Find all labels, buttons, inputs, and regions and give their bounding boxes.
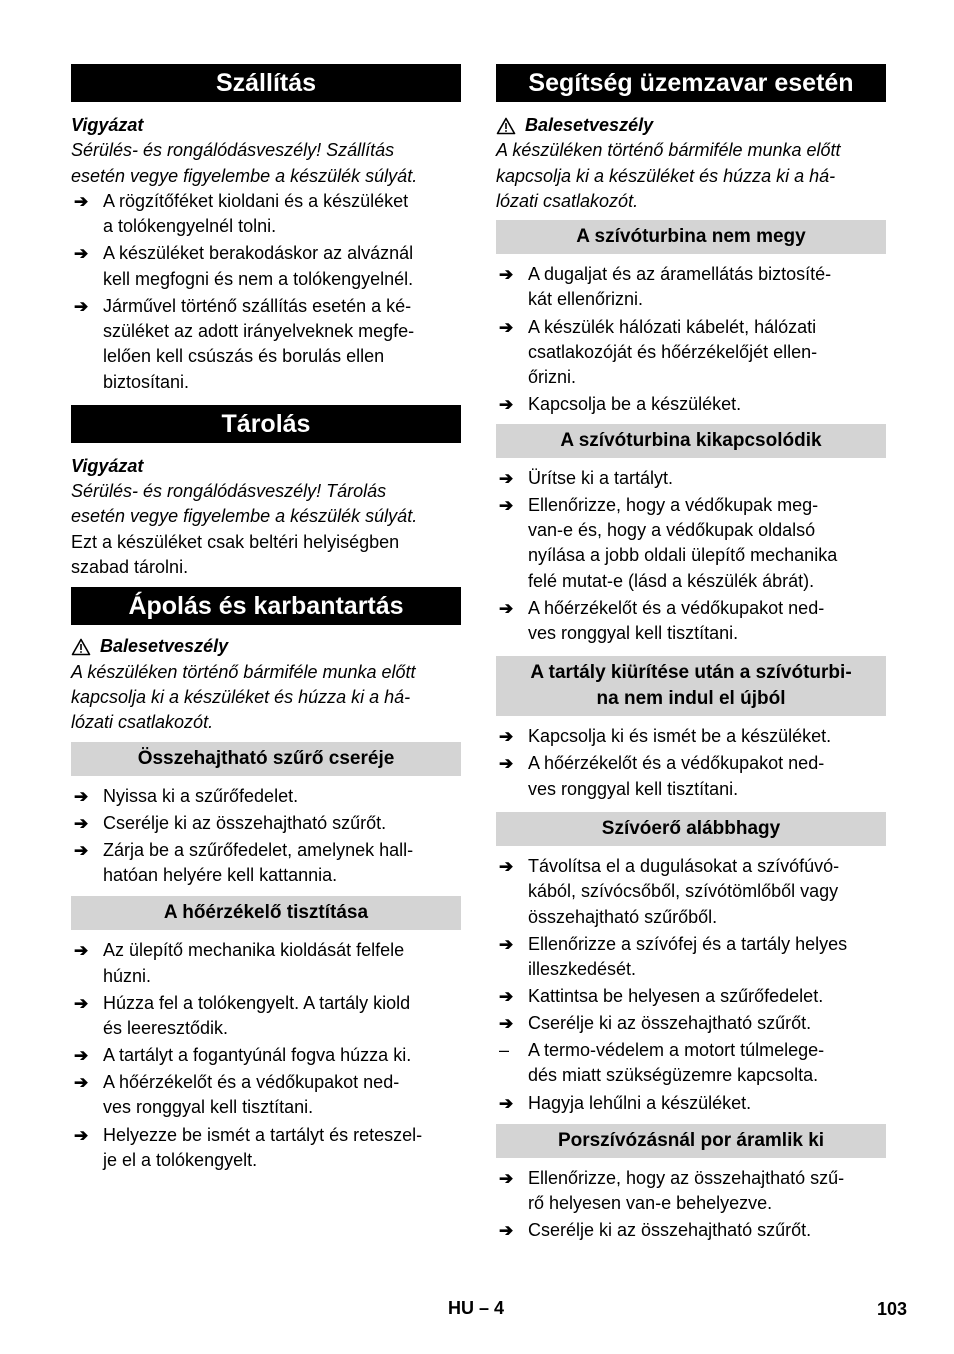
list-item: ➔ Járművel történő szállítás esetén a ké- szüléket az adott irányelveknek megfe- lelően kell csúszás és borulás ellen biztosítani. (74, 295, 415, 392)
danger-label: Balesetveszély (496, 113, 886, 138)
list-item: ➔ Nyissa ki a szűrőfedelet. (71, 784, 461, 809)
list-item: ➔ Helyezze be ismét a tartályt és reteszel- je el a tolókengyelt. (74, 1124, 423, 1170)
list-item: ➔ Ürítse ki a tartályt. (496, 466, 886, 491)
arrow-right-icon: ➔ (499, 265, 514, 285)
footer-language-page: HU – 4 (448, 1298, 505, 1318)
list-item: ➔ Hagyja lehűlni a készüléket. (496, 1091, 886, 1116)
subsection-title-suction-drops: Szívóerő alábbhagy (496, 812, 886, 846)
list-item: ➔ Ellenőrizze, hogy az összehajtható szű- rő helyesen van-e behelyezve. (499, 1167, 845, 1214)
subsection-title-sensor: A hőérzékelő tisztítása (71, 896, 461, 930)
section-title-help: Segítség üzemzavar esetén (496, 64, 886, 102)
page-number: 103 (877, 1299, 908, 1319)
list-item: ➔ Cserélje ki az összehajtható szűrőt. (496, 1011, 886, 1036)
caution-label: Vigyázat (71, 455, 144, 476)
list-item: ➔ A tartályt a fogantyúnál fogva húzza ki. (71, 1043, 461, 1068)
arrow-right-icon: ➔ (74, 1125, 89, 1145)
arrow-right-icon: ➔ (499, 468, 514, 488)
subsection-title-turbine-not-running: A szívóturbina nem megy (496, 220, 886, 254)
right-column (496, 64, 886, 1244)
list-item: ➔ A dugaljat és az áramellátás biztosíté- kát ellenőrizni. (499, 264, 832, 310)
list-item: ➔ Húzza fel a tolókengyelt. A tartály kiold és leeresztődik. (74, 992, 411, 1038)
arrow-right-icon: ➔ (74, 296, 89, 316)
list-item: ➔ Cserélje ki az összehajtható szűrőt. (71, 811, 461, 836)
arrow-right-icon: ➔ (499, 495, 514, 515)
arrow-right-icon: ➔ (74, 813, 89, 833)
subsection-title-turbine-switches-off: A szívóturbina kikapcsolódik (496, 424, 886, 458)
list-item: ➔ Ellenőrizze a szívófej és a tartály helyes illeszkedését. (499, 933, 848, 979)
list-item: ➔ Ellenőrizze, hogy a védőkupak meg- van-e és, hogy a védőkupak oldalsó nyílása a jobb oldali ülepítő mechanika felé mutat-e (lásd a készülék ábrát). (499, 494, 838, 591)
caution-text: Sérülés- és rongálódásveszély! Szállítás esetén vegye figyelembe a készülék súlyát. (71, 140, 418, 186)
dash-marker: – (499, 1040, 510, 1061)
arrow-right-icon: ➔ (74, 191, 89, 211)
arrow-right-icon: ➔ (499, 598, 514, 618)
list-item: ➔ Az ülepítő mechanika kioldását felfele húzni. (74, 940, 405, 986)
list-item: ➔ Távolítsa el a dugulásokat a szívófúvó- kából, szívócsőből, szívótömlőből vagy összehajtható szűrőből. (499, 855, 840, 927)
list-item: ➔ A hőérzékelőt és a védőkupakot ned- ves ronggyal kell tisztítani. (499, 753, 825, 799)
arrow-right-icon: ➔ (74, 244, 89, 264)
arrow-right-icon: ➔ (499, 987, 514, 1006)
arrow-right-icon: ➔ (499, 1014, 514, 1034)
section-title-care: Ápolás és karbantartás (71, 587, 461, 625)
list-item: ➔ Kapcsolja be a készüléket. (496, 392, 886, 417)
arrow-right-icon: ➔ (74, 941, 89, 961)
list-item: ➔ A készüléket berakodáskor az alváznál kell megfogni és nem a tolókengyelnél. (74, 243, 414, 289)
subsection-title-dust: Porszívózásnál por áramlik ki (496, 1124, 886, 1158)
arrow-right-icon: ➔ (499, 754, 514, 774)
arrow-right-icon: ➔ (499, 1221, 514, 1241)
arrow-right-icon: ➔ (499, 395, 514, 415)
arrow-right-icon: ➔ (74, 786, 89, 806)
list-item: ➔ Kattintsa be helyesen a szűrőfedelet. (496, 984, 886, 1009)
warning-triangle-icon (496, 117, 516, 135)
arrow-right-icon: ➔ (499, 856, 514, 876)
list-item: – A termo-védelem a motort túlmelege- dés miatt szükségüzemre kapcsolta. (499, 1040, 825, 1086)
arrow-right-icon: ➔ (499, 317, 514, 337)
list-item: ➔ A hőérzékelőt és a védőkupakot ned- ves ronggyal kell tisztítani. (74, 1072, 400, 1118)
subsection-title-filter: Összehajtható szűrő cseréje (71, 742, 461, 776)
caution-label: Vigyázat (71, 115, 144, 135)
list-item: ➔ A rögzítőféket kioldani és a készüléket a tolókengyelnél tolni. (74, 190, 409, 237)
list-item: ➔ Zárja be a szűrőfedelet, amelynek hall- hatóan helyére kell kattannia. (74, 839, 414, 886)
arrow-right-icon: ➔ (74, 993, 89, 1013)
list-item: ➔ Cserélje ki az összehajtható szűrőt. (496, 1218, 886, 1243)
arrow-right-icon: ➔ (499, 727, 514, 747)
caution-text: Sérülés- és rongálódásveszély! Tárolás esetén vegye figyelembe a készülék súlyát. (71, 481, 418, 527)
arrow-right-icon: ➔ (74, 1046, 89, 1066)
list-item: ➔ Kapcsolja ki és ismét be a készüléket. (496, 724, 886, 749)
list-item: ➔ A készülék hálózati kábelét, hálózati csatlakozóját és hőérzékelőjét ellen- őrizni. (499, 316, 818, 388)
subsection-title-after-emptying: A tartály kiürítése után a szívóturbi- na nem indul el újból (496, 656, 886, 716)
section-title-storage: Tárolás (71, 405, 461, 443)
danger-label: Balesetveszély (71, 634, 461, 659)
arrow-right-icon: ➔ (499, 934, 514, 954)
warning-triangle-icon (71, 638, 91, 656)
arrow-right-icon: ➔ (499, 1093, 514, 1113)
arrow-right-icon: ➔ (74, 1073, 89, 1093)
list-item: ➔ A hőérzékelőt és a védőkupakot ned- ves ronggyal kell tisztítani. (499, 597, 825, 643)
left-column (71, 64, 461, 1173)
danger-text: A készüléken történő bármiféle munka előtt kapcsolja ki a készüléket és húzza ki a há- lózati csatlakozót. (71, 661, 416, 733)
arrow-right-icon: ➔ (499, 1168, 514, 1188)
danger-text: A készüléken történő bármiféle munka előtt kapcsolja ki a készüléket és húzza ki a há- lózati csatlakozót. (496, 140, 841, 211)
storage-text: Ezt a készüléket csak beltéri helyiségben szabad tárolni. (71, 531, 400, 578)
arrow-right-icon: ➔ (74, 840, 89, 860)
section-title-transport: Szállítás (71, 64, 461, 102)
